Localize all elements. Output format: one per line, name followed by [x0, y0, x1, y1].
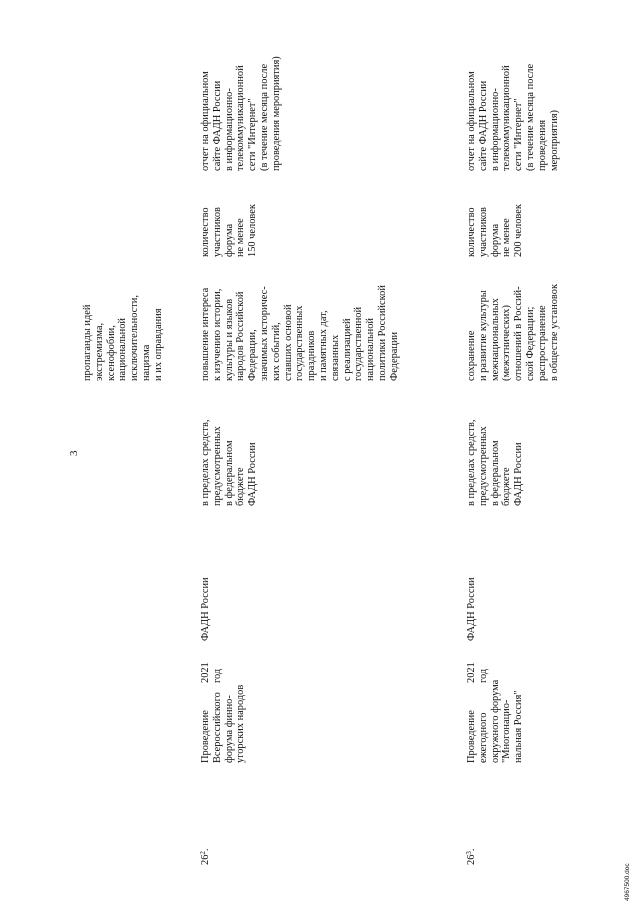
goal-line: (межэтнических)	[501, 305, 513, 381]
indicator-line: 150 человек	[247, 204, 259, 257]
indicator-line: количество	[466, 207, 477, 257]
indicator-line: 200 человек	[513, 204, 525, 257]
goal-line: народов Российской	[235, 291, 247, 381]
report-line: (в течение месяца после	[258, 63, 270, 171]
goal-cell	[200, 285, 401, 381]
funding-line: в федеральном	[489, 440, 501, 506]
goal-line: ской Федерации;	[524, 306, 536, 381]
goal-line: к изучению истории,	[211, 288, 223, 381]
event-name-line: угорских народов	[235, 684, 247, 763]
goal-line: и памятных дат,	[317, 310, 329, 381]
report-line: в информационно-	[223, 88, 235, 171]
funding-cell	[200, 420, 259, 506]
executor-cell	[466, 577, 478, 641]
goal-line: Федерации	[388, 331, 400, 381]
continuation-line: и их оправдания	[152, 308, 164, 381]
report-line: сети "Интернет"	[247, 98, 259, 171]
funding-line: ФАДН России	[247, 442, 259, 506]
report-line: отчет на официальном	[466, 71, 477, 171]
year-line: год	[477, 668, 489, 683]
goal-line: и развитие культуры	[477, 290, 489, 381]
funding-line: ФАДН России	[513, 442, 525, 506]
goal-line: Федерации,	[247, 329, 259, 381]
continuation-goal-cell	[82, 295, 165, 381]
continuation-line: ксенофобии,	[105, 325, 117, 381]
report-line: телекоммуникационной	[235, 65, 247, 171]
funding-line: бюджете	[501, 467, 513, 506]
event-name-line: Всероссийского	[211, 692, 223, 763]
goal-line: государственных	[294, 305, 306, 381]
event-name-line: Проведение	[200, 710, 211, 763]
executor-cell	[200, 577, 212, 641]
year-line: год	[211, 668, 223, 683]
report-line: мероприятия)	[548, 109, 560, 171]
goal-line: государственной	[353, 306, 365, 381]
indicator-line: форума	[489, 223, 501, 257]
continuation-line: экстремизма,	[93, 322, 105, 381]
continuation-line: национальной	[117, 318, 129, 381]
report-line: проведения	[536, 119, 548, 171]
goal-line: праздников	[306, 330, 318, 381]
event-name-line: форума финно-	[223, 695, 235, 763]
report-line: в информационно-	[489, 88, 501, 171]
report-line: (в течение месяца после	[524, 63, 536, 171]
executor-line: ФАДН России	[200, 577, 211, 641]
page-number: 3	[68, 450, 80, 456]
funding-cell	[466, 420, 525, 506]
report-line: сети "Интернет"	[513, 98, 525, 171]
funding-line: в пределах средств,	[466, 419, 477, 506]
goal-line: значимых историчес-	[258, 286, 270, 381]
funding-line: бюджете	[235, 467, 247, 506]
event-name-cell	[200, 685, 247, 763]
continuation-line: нацизма	[140, 344, 152, 381]
year-cell	[200, 662, 224, 683]
goal-line: культуры и языков	[223, 298, 235, 381]
report-cell	[200, 56, 283, 171]
goal-line: в обществе установок	[548, 284, 560, 381]
report-line: сайте ФАДН России	[477, 80, 489, 171]
event-name-line: нальная Россия"	[513, 690, 525, 763]
event-name-line: Проведение	[466, 710, 477, 763]
report-line: сайте ФАДН России	[211, 80, 223, 171]
indicator-line: не менее	[501, 218, 513, 257]
funding-line: в федеральном	[223, 440, 235, 506]
report-line: телекоммуникационной	[501, 65, 513, 171]
funding-line: в пределах средств,	[200, 419, 211, 506]
row-number: $26^3$.	[465, 848, 477, 865]
goal-line: политики Российской	[376, 285, 388, 381]
goal-line: повышение интереса	[200, 287, 211, 381]
row-number: $26^2$.	[199, 848, 211, 865]
goal-line: сохранение	[466, 330, 477, 381]
year-line: 2021	[200, 662, 211, 683]
continuation-line: пропаганды идей	[82, 304, 93, 381]
executor-line: ФАДН России	[466, 577, 477, 641]
goal-line: отношений в Россий-	[513, 286, 525, 381]
indicator-cell	[200, 204, 259, 257]
continuation-line: исключительности,	[129, 295, 141, 381]
report-cell	[466, 64, 560, 171]
indicator-line: не менее	[235, 218, 247, 257]
goal-line: национальной	[365, 318, 377, 381]
goal-line: ких событий,	[270, 322, 282, 381]
event-name-line: "Многонацио-	[501, 699, 513, 763]
report-line: отчет на официальном	[200, 71, 211, 171]
year-cell	[466, 662, 490, 683]
event-name-line: ежегодного	[477, 712, 489, 763]
goal-line: распространение	[536, 305, 548, 381]
funding-line: предусмотренных	[211, 426, 223, 506]
goal-line: с реализацией	[341, 318, 353, 381]
report-line: проведения мероприятия)	[270, 56, 282, 171]
indicator-line: участников	[477, 207, 489, 257]
year-line: 2021	[466, 662, 477, 683]
indicator-cell	[466, 204, 525, 257]
goal-cell	[466, 284, 560, 381]
goal-line: связанных	[329, 334, 341, 381]
event-name-cell	[466, 680, 525, 763]
indicator-line: форума	[223, 223, 235, 257]
indicator-line: участников	[211, 207, 223, 257]
goal-line: межнациональных	[489, 298, 501, 381]
goal-line: ставших основой	[282, 304, 294, 381]
funding-line: предусмотренных	[477, 426, 489, 506]
event-name-line: окружного форума	[489, 679, 501, 763]
indicator-line: количество	[200, 207, 211, 257]
file-id-footer: 4967500.doc	[624, 863, 631, 901]
